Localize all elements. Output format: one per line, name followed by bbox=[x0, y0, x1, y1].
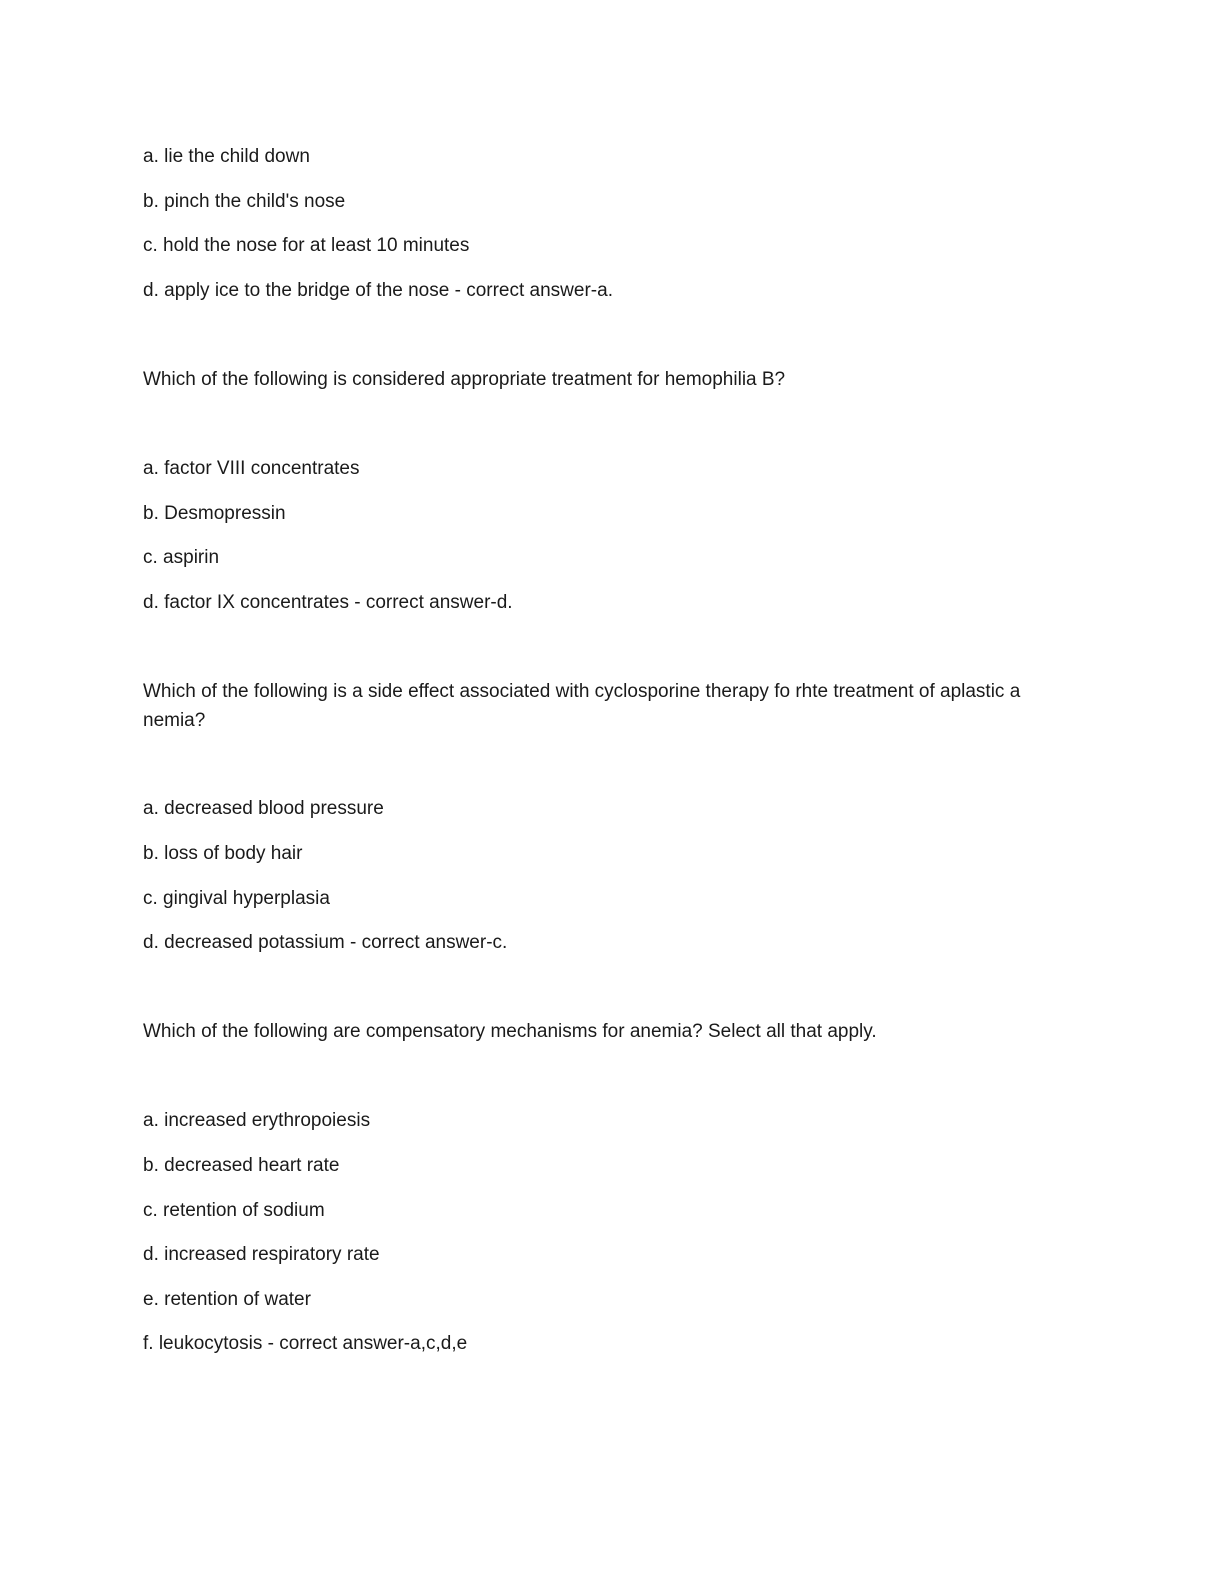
answer-option: c. hold the nose for at least 10 minutes bbox=[143, 235, 470, 256]
answer-option: b. decreased heart rate bbox=[143, 1155, 340, 1176]
answer-option: a. decreased blood pressure bbox=[143, 798, 384, 819]
question-text: Which of the following is a side effect associated with cyclosporine therapy fo rhte treatment of aplastic a bbox=[143, 681, 1021, 702]
answer-option: a. lie the child down bbox=[143, 146, 310, 167]
answer-option: f. leukocytosis - correct answer-a,c,d,e bbox=[143, 1333, 468, 1354]
answer-option: c. gingival hyperplasia bbox=[143, 888, 330, 909]
answer-option: a. factor VIII concentrates bbox=[143, 458, 360, 479]
answer-option: e. retention of water bbox=[143, 1289, 311, 1310]
answer-option: d. factor IX concentrates - correct answer-d. bbox=[143, 592, 513, 613]
answer-option: b. Desmopressin bbox=[143, 503, 286, 524]
answer-option: d. decreased potassium - correct answer-c. bbox=[143, 932, 508, 953]
answer-option: b. loss of body hair bbox=[143, 843, 303, 864]
answer-option: c. aspirin bbox=[143, 547, 220, 568]
answer-option: b. pinch the child's nose bbox=[143, 191, 346, 212]
answer-option: d. increased respiratory rate bbox=[143, 1244, 380, 1265]
answer-option: d. apply ice to the bridge of the nose - correct answer-a. bbox=[143, 280, 613, 301]
answer-option: c. retention of sodium bbox=[143, 1200, 325, 1221]
answer-option: a. increased erythropoiesis bbox=[143, 1110, 371, 1131]
question-text: Which of the following are compensatory mechanisms for anemia? Select all that apply. bbox=[143, 1021, 877, 1042]
question-text: Which of the following is considered appropriate treatment for hemophilia B? bbox=[143, 369, 786, 390]
question-text-continued: nemia? bbox=[143, 710, 206, 731]
